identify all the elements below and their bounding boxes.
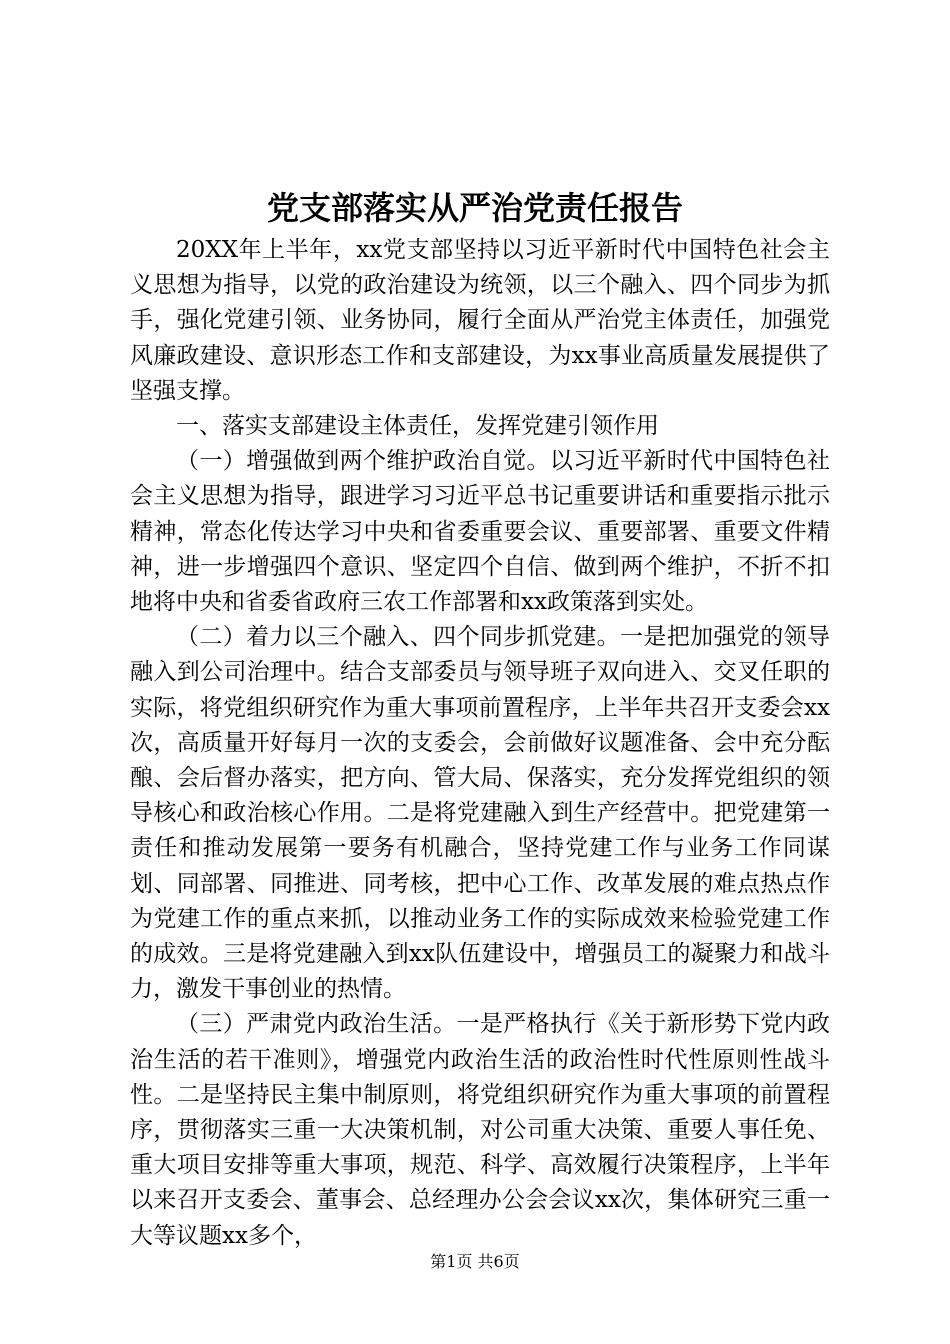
section-heading-1: 一、落实支部建设主体责任，发挥党建引领作用 — [176, 413, 659, 440]
document-title: 党支部落实从严治党责任报告 — [266, 189, 683, 227]
paragraph-subsection-1: （一）增强做到两个维护政治自觉。以习近平新时代中国特色社会主义思想为指导，跟进学习习近平总书记重要讲话和重要指示批示精神，常态化传达学习中央和省委重要会议、重要部署、重要文件精神，进一步增强四个意识、坚定四个自信、做到两个维护，不折不扣地将中央和省委省政府三农工作部署和xx政策落到实处。 — [130, 448, 830, 616]
page-number-footer: 第1页 共6页 — [430, 1252, 520, 1271]
paragraph-subsection-2: （二）着力以三个融入、四个同步抓党建。一是把加强党的领导融入到公司治理中。结合支部委员与领导班子双向进入、交叉任职的实际，将党组织研究作为重大事项前置程序，上半年共召开支委会xx次，高质量开好每月一次的支委会，会前做好议题准备、会中充分酝酿、会后督办落实，把方向、管大局、保落实，充分发挥党组织的领导核心和政治核心作用。二是将党建融入到生产经营中。把党建第一责任和推动发展第一要务有机融合，坚持党建工作与业务工作同谋划、同部署、同推进、同考核，把中心工作、改革发展的难点热点作为党建工作的重点来抓，以推动业务工作的实际成效来检验党建工作的成效。三是将党建融入到xx队伍建设中，增强员工的凝聚力和战斗力，激发干事创业的热情。 — [130, 624, 830, 1003]
document-body — [130, 233, 830, 1254]
paragraph-subsection-3: （三）严肃党内政治生活。一是严格执行《关于新形势下党内政治生活的若干准则》，增强党内政治生活的政治性时代性原则性战斗性。二是坚持民主集中制原则，将党组织研究作为重大事项的前置程序，贯彻落实三重一大决策机制，对公司重大决策、重要人事任免、重大项目安排等重大事项，规范、科学、高效履行决策程序，上半年以来召开支委会、董事会、总经理办公会会议xx次，集体研究三重一大等议题xx多个， — [130, 1011, 830, 1249]
paragraph-intro: 20XX年上半年，xx党支部坚持以习近平新时代中国特色社会主义思想为指导，以党的政治建设为统领，以三个融入、四个同步为抓手，强化党建引领、业务协同，履行全面从严治党主体责任，加强党风廉政建设、意识形态工作和支部建设，为xx事业高质量发展提供了坚强支撑。 — [130, 237, 830, 404]
